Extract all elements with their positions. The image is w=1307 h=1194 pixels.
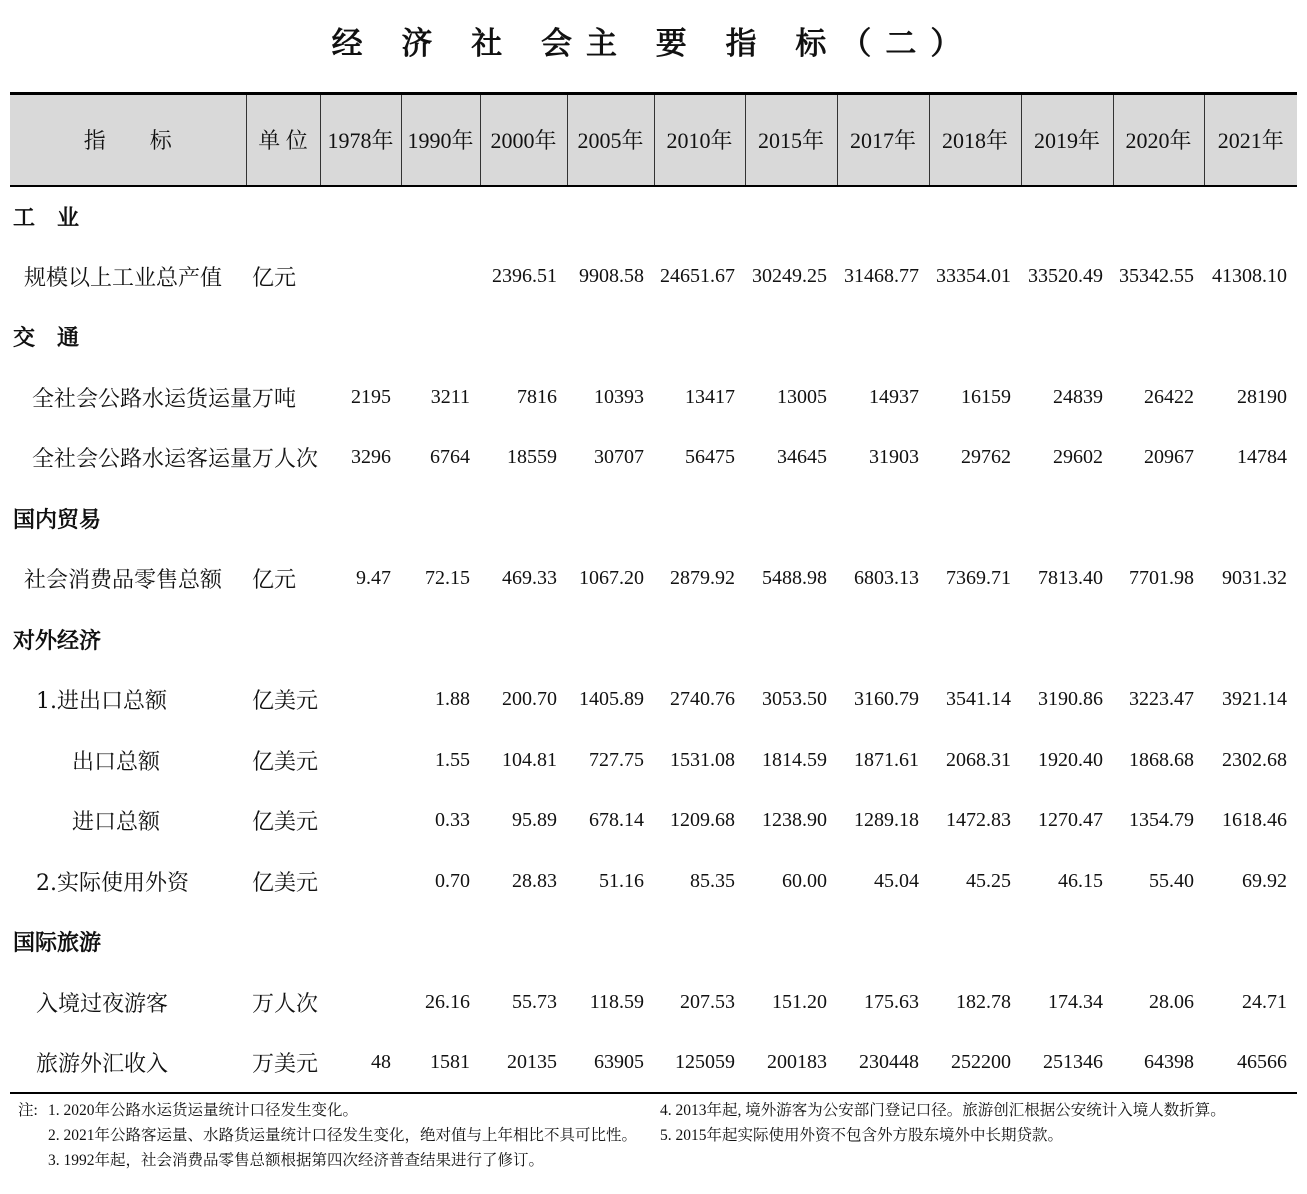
table-row <box>10 851 1297 912</box>
table-cell: 46566 <box>1204 1033 1297 1094</box>
category-row <box>10 609 1297 670</box>
category-row <box>10 307 1297 368</box>
category-label: 国内贸易 <box>13 506 102 533</box>
table-cell: 2302.68 <box>1222 748 1287 771</box>
table-cell: 7369.71 <box>946 567 1011 590</box>
table-cell: 1209.68 <box>670 809 735 832</box>
table-cell: 1270.47 <box>1038 809 1103 832</box>
indicator-name: 全社会公路水运货运量 <box>32 386 253 412</box>
table-cell: 3190.86 <box>1038 688 1103 711</box>
table-cell: 7701.98 <box>1129 567 1194 590</box>
table-cell: 1405.89 <box>579 688 644 711</box>
indicator-unit: 万人次 <box>252 991 319 1017</box>
table-cell: 10393 <box>594 385 644 408</box>
indicator-unit: 亿美元 <box>252 810 319 836</box>
table-row <box>10 367 1297 428</box>
footnote-text: 4. 2013年起, 境外游客为公安部门登记口径。旅游创汇根据公安统计入境人数折算。 <box>660 1102 1226 1119</box>
header-year: 2005年 <box>567 94 654 186</box>
table-cell <box>320 851 401 912</box>
table-cell: 64398 <box>1113 1033 1204 1094</box>
header-year: 2010年 <box>654 94 745 186</box>
table-cell: 1531.08 <box>670 748 735 771</box>
table-cell: 13005 <box>777 385 827 408</box>
category-label: 工 业 <box>13 204 80 231</box>
table-cell: 0.33 <box>435 809 470 832</box>
table-cell: 2396.51 <box>492 264 557 287</box>
table-cell: 28.83 <box>512 869 557 892</box>
indicator-name: 旅游外汇收入 <box>10 1033 246 1094</box>
table-cell: 35342.55 <box>1119 264 1194 287</box>
category-label: 对外经济 <box>13 627 102 654</box>
table-cell: 28.06 <box>1149 990 1194 1013</box>
table-cell: 85.35 <box>690 869 735 892</box>
table-body <box>10 186 1297 1094</box>
table-row <box>10 549 1297 610</box>
table-cell: 6803.13 <box>854 567 919 590</box>
table-cell: 230448 <box>837 1033 929 1094</box>
table-cell: 51.16 <box>599 869 644 892</box>
table-cell: 469.33 <box>502 567 557 590</box>
table-cell: 28190 <box>1237 385 1287 408</box>
header-year: 2017年 <box>837 94 929 186</box>
table-cell: 45.04 <box>874 869 919 892</box>
table-cell: 30249.25 <box>752 264 827 287</box>
table-cell: 55.73 <box>512 990 557 1013</box>
table-cell: 20967 <box>1144 446 1194 469</box>
table-cell: 1354.79 <box>1129 809 1194 832</box>
header-year: 1990年 <box>401 94 480 186</box>
header-year: 2015年 <box>745 94 837 186</box>
table-cell: 1868.68 <box>1129 748 1194 771</box>
table-cell: 46.15 <box>1058 869 1103 892</box>
table-cell <box>401 246 480 307</box>
table-cell: 31468.77 <box>844 264 919 287</box>
table-cell: 5488.98 <box>762 567 827 590</box>
table-cell: 727.75 <box>589 748 644 771</box>
table-cell <box>320 246 401 307</box>
table-cell: 9.47 <box>356 567 391 590</box>
table-cell: 2068.31 <box>946 748 1011 771</box>
table-cell: 200.70 <box>502 688 557 711</box>
table-cell: 151.20 <box>772 990 827 1013</box>
indicators-table <box>10 92 1297 1094</box>
table-cell: 56475 <box>685 446 735 469</box>
table-cell: 24651.67 <box>660 264 735 287</box>
table-cell: 34645 <box>777 446 827 469</box>
category-label: 交 通 <box>13 325 80 352</box>
table-cell: 3211 <box>430 385 470 408</box>
table-cell: 1920.40 <box>1038 748 1103 771</box>
table-cell: 174.34 <box>1048 990 1103 1013</box>
table-row <box>10 428 1297 489</box>
table-cell: 182.78 <box>956 990 1011 1013</box>
table-row <box>10 246 1297 307</box>
table-cell: 69.92 <box>1242 869 1287 892</box>
category-row <box>10 488 1297 549</box>
table-row <box>10 791 1297 852</box>
table-cell: 1.88 <box>435 688 470 711</box>
header-unit: 单 位 <box>246 94 320 186</box>
table-cell <box>320 791 401 852</box>
footnote-text: 5. 2015年起实际使用外资不包含外方股东境外中长期贷款。 <box>660 1127 1064 1144</box>
table-cell: 0.70 <box>435 869 470 892</box>
table-cell: 2740.76 <box>670 688 735 711</box>
table-cell: 1238.90 <box>762 809 827 832</box>
indicator-unit: 亿元 <box>252 265 297 291</box>
category-row <box>10 912 1297 973</box>
table-cell: 33354.01 <box>936 264 1011 287</box>
table-cell: 29762 <box>961 446 1011 469</box>
indicator-unit: 万人次 <box>252 447 319 473</box>
table-cell: 1581 <box>401 1033 480 1094</box>
table-row <box>10 730 1297 791</box>
footnote-line <box>18 1148 668 1173</box>
table-cell: 3223.47 <box>1129 688 1194 711</box>
table-cell: 2879.92 <box>670 567 735 590</box>
table-cell: 1871.61 <box>854 748 919 771</box>
table-cell: 14784 <box>1237 446 1287 469</box>
table-cell: 24.71 <box>1242 990 1287 1013</box>
category-label: 国际旅游 <box>13 930 102 957</box>
footnotes-left <box>18 1098 668 1173</box>
header-indicator: 指 标 <box>83 128 172 154</box>
indicator-name: 1.进出口总额 <box>36 689 167 715</box>
table-cell: 7816 <box>517 385 557 408</box>
table-cell: 31903 <box>869 446 919 469</box>
table-cell: 2195 <box>351 385 391 408</box>
footnote-text: 3. 1992年起，社会消费品零售总额根据第四次经济普查结果进行了修订。 <box>48 1152 545 1169</box>
indicator-unit: 万美元 <box>246 1033 320 1094</box>
table-header-row <box>10 94 1297 186</box>
table-cell: 207.53 <box>680 990 735 1013</box>
indicator-unit: 亿美元 <box>252 749 319 775</box>
footnote-line <box>18 1098 668 1123</box>
table-cell: 72.15 <box>425 567 470 590</box>
table-row <box>10 670 1297 731</box>
footnotes-right <box>660 1098 1300 1148</box>
table-cell: 1814.59 <box>762 748 827 771</box>
indicator-name: 全社会公路水运客运量 <box>32 447 253 473</box>
table-cell: 33520.49 <box>1028 264 1103 287</box>
indicator-unit: 万吨 <box>252 386 297 412</box>
table-cell: 30707 <box>594 446 644 469</box>
table-cell: 45.25 <box>966 869 1011 892</box>
table-cell: 3160.79 <box>854 688 919 711</box>
indicator-unit: 亿元 <box>252 568 297 594</box>
header-year: 1978年 <box>320 94 401 186</box>
table-cell: 63905 <box>567 1033 654 1094</box>
table-cell: 60.00 <box>782 869 827 892</box>
table-cell: 3053.50 <box>762 688 827 711</box>
indicator-unit: 亿美元 <box>252 870 319 896</box>
header-year: 2000年 <box>480 94 567 186</box>
footnote-label: 注: <box>18 1102 38 1119</box>
table-cell <box>320 670 401 731</box>
page-title: 经 济 社 会主 要 指 标（二） <box>331 26 976 62</box>
table-cell: 9908.58 <box>579 264 644 287</box>
table-cell: 41308.10 <box>1212 264 1287 287</box>
category-row <box>10 186 1297 247</box>
indicator-name: 社会消费品零售总额 <box>24 568 223 594</box>
table-cell <box>320 730 401 791</box>
table-cell: 48 <box>320 1033 401 1094</box>
table-row <box>10 972 1297 1033</box>
table-cell <box>320 972 401 1033</box>
table-cell: 95.89 <box>512 809 557 832</box>
indicator-name: 规模以上工业总产值 <box>24 265 223 291</box>
header-year: 2019年 <box>1021 94 1113 186</box>
footnote-text: 1. 2020年公路水运货运量统计口径发生变化。 <box>48 1102 359 1119</box>
table-cell: 1067.20 <box>579 567 644 590</box>
table-cell: 7813.40 <box>1038 567 1103 590</box>
table-cell: 26422 <box>1144 385 1194 408</box>
table-cell: 104.81 <box>502 748 557 771</box>
table-cell: 18559 <box>507 446 557 469</box>
table-cell: 24839 <box>1053 385 1103 408</box>
indicator-name: 出口总额 <box>72 749 161 775</box>
table-cell: 1618.46 <box>1222 809 1287 832</box>
table-cell: 13417 <box>685 385 735 408</box>
header-year: 2021年 <box>1204 94 1297 186</box>
table-cell: 29602 <box>1053 446 1103 469</box>
indicator-name: 2.实际使用外资 <box>36 870 189 896</box>
table-cell: 20135 <box>480 1033 567 1094</box>
table-cell: 6764 <box>430 446 470 469</box>
header-year: 2020年 <box>1113 94 1204 186</box>
table-cell: 9031.32 <box>1222 567 1287 590</box>
indicator-unit: 亿美元 <box>252 689 319 715</box>
table-cell: 1472.83 <box>946 809 1011 832</box>
table-cell: 252200 <box>929 1033 1021 1094</box>
indicator-name: 入境过夜游客 <box>36 991 169 1017</box>
table-cell: 125059 <box>654 1033 745 1094</box>
header-year: 2018年 <box>929 94 1021 186</box>
table-cell: 251346 <box>1021 1033 1113 1094</box>
footnote-line <box>18 1123 668 1148</box>
table-cell: 3921.14 <box>1222 688 1287 711</box>
table-cell: 26.16 <box>425 990 470 1013</box>
table-cell: 14937 <box>869 385 919 408</box>
table-cell: 1289.18 <box>854 809 919 832</box>
table-cell: 3541.14 <box>946 688 1011 711</box>
table-cell: 3296 <box>351 446 391 469</box>
table-cell: 16159 <box>961 385 1011 408</box>
footnote-text: 2. 2021年公路客运量、水路货运量统计口径发生变化，绝对值与上年相比不具可比性。 <box>48 1127 638 1144</box>
indicator-name: 进口总额 <box>72 810 161 836</box>
table-cell: 200183 <box>745 1033 837 1094</box>
table-cell: 1.55 <box>435 748 470 771</box>
table-cell: 175.63 <box>864 990 919 1013</box>
table-cell: 118.59 <box>589 990 644 1013</box>
table-cell: 678.14 <box>589 809 644 832</box>
table-cell: 55.40 <box>1149 869 1194 892</box>
table-row <box>10 1033 1297 1094</box>
